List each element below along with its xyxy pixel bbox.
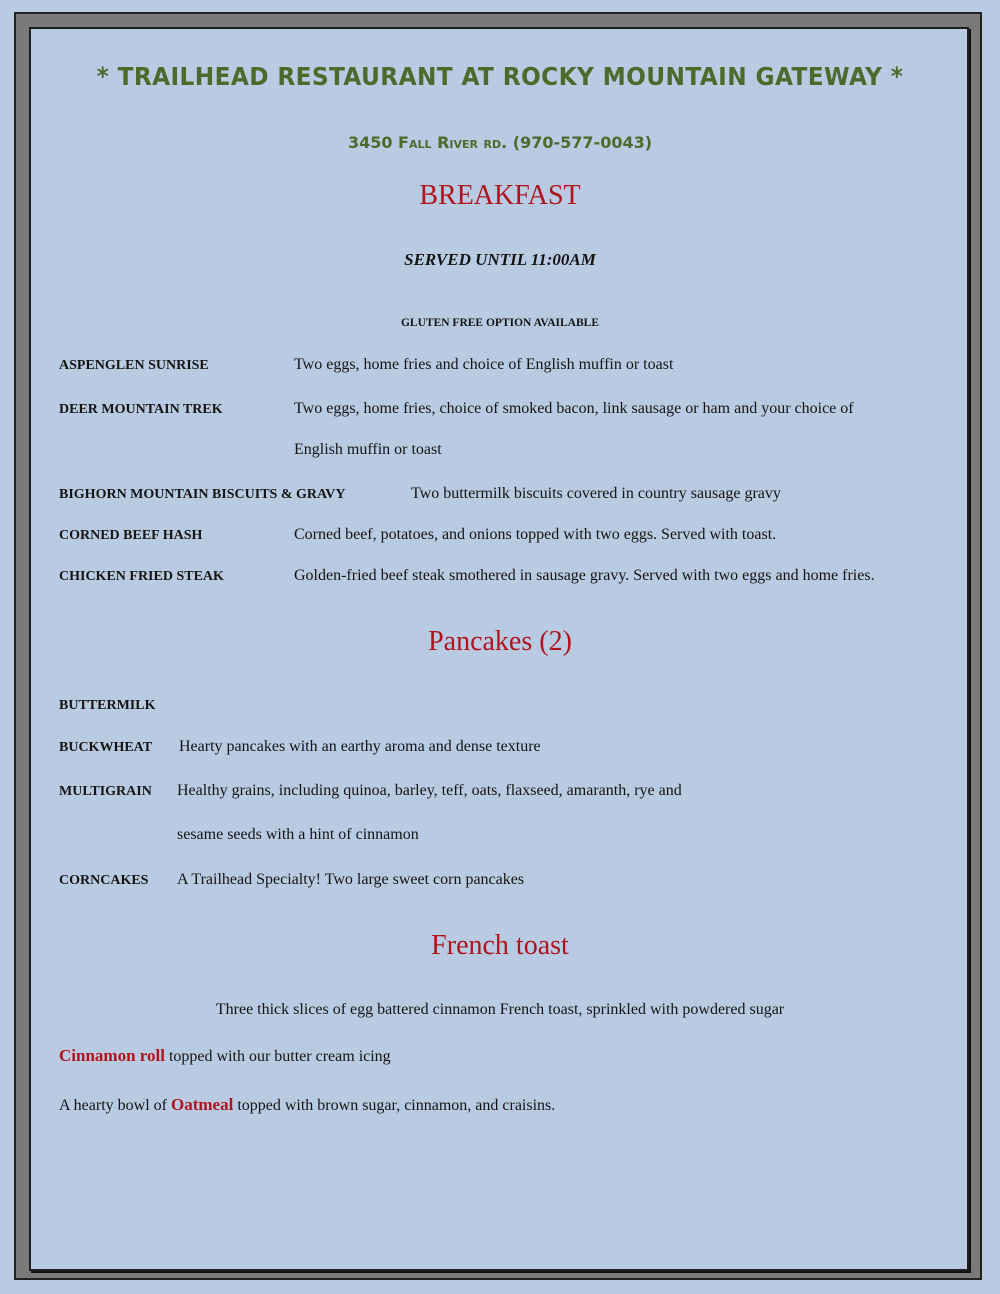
cinnamon-roll-name: Cinnamon roll <box>59 1046 165 1065</box>
item-description-continued: English muffin or toast <box>294 441 442 458</box>
item-name: ASPENGLEN SUNRISE <box>59 358 209 373</box>
oatmeal-description: topped with brown sugar, cinnamon, and craisins. <box>237 1097 556 1114</box>
restaurant-title: * TRAILHEAD RESTAURANT AT ROCKY MOUNTAIN GATEWAY * <box>96 62 904 91</box>
item-description: Two eggs, home fries, choice of smoked bacon, link sausage or ham and your choice of <box>294 400 854 417</box>
oatmeal-name: Oatmeal <box>170 1095 234 1114</box>
item-name: BIGHORN MOUNTAIN BISCUITS & GRAVY <box>59 487 346 502</box>
item-description: A Trailhead Specialty! Two large sweet corn pancakes <box>177 871 525 888</box>
item-name: MULTIGRAIN <box>59 784 152 799</box>
cinnamon-roll-line <box>59 1046 391 1066</box>
item-name: CORNED BEEF HASH <box>59 528 203 543</box>
oatmeal-line <box>59 1095 555 1115</box>
item-description: Hearty pancakes with an earthy aroma and dense texture <box>179 738 541 755</box>
item-description: Healthy grains, including quinoa, barley, teff, oats, flaxseed, amaranth, rye and <box>177 782 682 799</box>
item-description-continued: sesame seeds with a hint of cinnamon <box>177 826 419 843</box>
item-name: CHICKEN FRIED STEAK <box>59 569 224 584</box>
pancakes-heading: Pancakes (2) <box>428 626 572 657</box>
breakfast-heading: BREAKFAST <box>419 180 581 211</box>
french-toast-heading: French toast <box>431 930 569 961</box>
item-name: CORNCAKES <box>59 873 149 888</box>
item-name: BUCKWHEAT <box>59 740 153 755</box>
cinnamon-roll-description: topped with our butter cream icing <box>168 1048 391 1065</box>
item-name: BUTTERMILK <box>59 698 156 713</box>
item-description: Golden-fried beef steak smothered in sausage gravy. Served with two eggs and home fries. <box>294 567 875 584</box>
french-toast-description: Three thick slices of egg battered cinnamon French toast, sprinkled with powdered sugar <box>215 1001 785 1018</box>
item-name: DEER MOUNTAIN TREK <box>59 402 223 417</box>
gluten-free-note: GLUTEN FREE OPTION AVAILABLE <box>400 317 599 329</box>
oatmeal-prefix: A hearty bowl of <box>59 1097 167 1114</box>
served-until-note: SERVED UNTIL 11:00AM <box>404 250 596 269</box>
restaurant-address: 3450 Fall River rd. (970-577-0043) <box>347 133 653 152</box>
item-description: Corned beef, potatoes, and onions topped with two eggs. Served with toast. <box>294 526 777 543</box>
item-description: Two buttermilk biscuits covered in country sausage gravy <box>411 485 781 502</box>
item-description: Two eggs, home fries and choice of English muffin or toast <box>294 356 674 373</box>
